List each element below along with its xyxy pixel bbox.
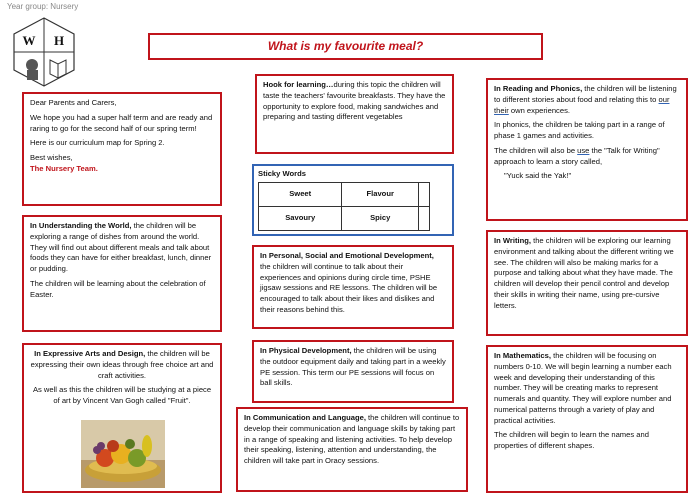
world-text-1: the children will be exploring a range of dishes from around the world. They will find out about different meals and talk about foods they can have for either breakfast, lunch, dinner or pudding. (30, 221, 212, 274)
sticky-words-box (252, 164, 454, 236)
pshe-heading: In Personal, Social and Emotional Development, (260, 251, 434, 260)
personal-social-box (252, 245, 454, 329)
mathematics-box (486, 345, 688, 493)
reading-text-3-underlined: use (577, 145, 590, 155)
communication-heading: In Communication and Language, (244, 413, 366, 422)
reading-text-1a: the children will be listening to different stories about food and relating this to (494, 84, 677, 104)
writing-heading: In Writing, (494, 236, 531, 245)
letter-greeting: Dear Parents and Carers, (30, 98, 117, 107)
school-logo (10, 16, 78, 88)
sticky-word-3: Savoury (259, 206, 342, 230)
writing-box (486, 230, 688, 336)
sticky-words-table (258, 182, 430, 231)
fruit-painting-image (81, 420, 165, 488)
sticky-word-4: Spicy (342, 206, 419, 230)
communication-language-box (236, 407, 468, 492)
writing-text: the children will be exploring our learning environment and talking about the different writing we see. The children will also be making marks for a purpose and talking about what they have made. The children will develop their pencil control and develop their skills in writing their name, using pre-cursive letters. (494, 236, 674, 310)
world-heading: In Understanding the World, (30, 221, 132, 230)
arts-text-1: the children will be expressing their own ideas through free choice art and craft activities. (30, 349, 214, 380)
reading-heading: In Reading and Phonics, (494, 84, 583, 93)
hook-heading: Hook for learning… (263, 80, 334, 89)
understanding-world-box (22, 215, 222, 332)
letter-box (22, 92, 222, 206)
hook-for-learning-box (255, 74, 454, 154)
physical-heading: In Physical Development, (260, 346, 352, 355)
maths-text-2: The children will begin to learn the names and properties of different shapes. (494, 430, 649, 451)
reading-text-2: In phonics, the children be taking part in a range of phase 1 games and activities. (494, 120, 665, 141)
sticky-words-title: Sticky Words (258, 169, 306, 178)
physical-text: the children will be using the outdoor equipment daily and taking part in a weekly PE session. This term our PE sessions will focus on ball skills. (260, 346, 446, 388)
sticky-word-empty-cell (419, 206, 430, 230)
communication-text: the children will continue to develop their communication and language skills by taking part in a range of speaking and listening activities. To help develop their speaking, listening, attention and understanding, the children will take part in Oracy sessions. (244, 413, 460, 466)
reading-text-3a: The children will also be (494, 145, 578, 155)
maths-text-1: the children will be focusing on numbers 0-10. We will begin learning a number each week and developing their understanding of this number. They will be creating marks to represent numerals and quantity. They will explore number and numerical patterns through a variety of play and practical activities. (494, 351, 672, 425)
maths-heading: In Mathematics, (494, 351, 551, 360)
arts-heading: In Expressive Arts and Design, (34, 349, 146, 358)
reading-text-3b: the "Talk for Writing" approach to learn a story called, (494, 145, 660, 166)
sticky-word-1: Sweet (259, 182, 342, 206)
world-text-2: The children will be learning about the celebration of Easter. (30, 278, 206, 299)
letter-para-1: We hope you had a super half term and are ready and raring to go for the second half of our spring term! (30, 112, 213, 133)
letter-para-2: Here is our curriculum map for Spring 2. (30, 138, 165, 148)
year-group-label: Year group: Nursery (7, 2, 79, 11)
hook-text: during this topic the children will taste the teachers' favourite breakfasts. They have the opportunity to explore food, making sandwiches and preparing and tasting different vegetables (263, 80, 446, 122)
reading-phonics-box (486, 78, 688, 221)
reading-text-1-underlined: our their (494, 94, 670, 115)
sticky-word-2: Flavour (342, 182, 419, 206)
logo-letter-w: W (22, 33, 36, 48)
pshe-text: the children will continue to talk about their experiences and opinions during circle time, PSHE jigsaw sessions and RE lessons. The children will be encouraged to talk about their likes and dislikes and their reasons behind this. (260, 261, 438, 314)
physical-development-box (252, 340, 454, 403)
title-box (148, 33, 543, 60)
letter-signoff: Best wishes, (30, 153, 73, 163)
page-title: What is my favourite meal? (267, 38, 424, 53)
arts-text-2: As well as this the children will be studying at a piece of art by Vincent Van Gogh called "Fruit". (32, 385, 212, 406)
sticky-word-empty-cell (419, 182, 430, 206)
reading-text-1b: own experiences. (508, 105, 570, 115)
letter-team: The Nursery Team. (30, 163, 98, 173)
logo-letter-h: H (53, 33, 65, 48)
reading-story-title: "Yuck said the Yak!" (504, 171, 572, 181)
